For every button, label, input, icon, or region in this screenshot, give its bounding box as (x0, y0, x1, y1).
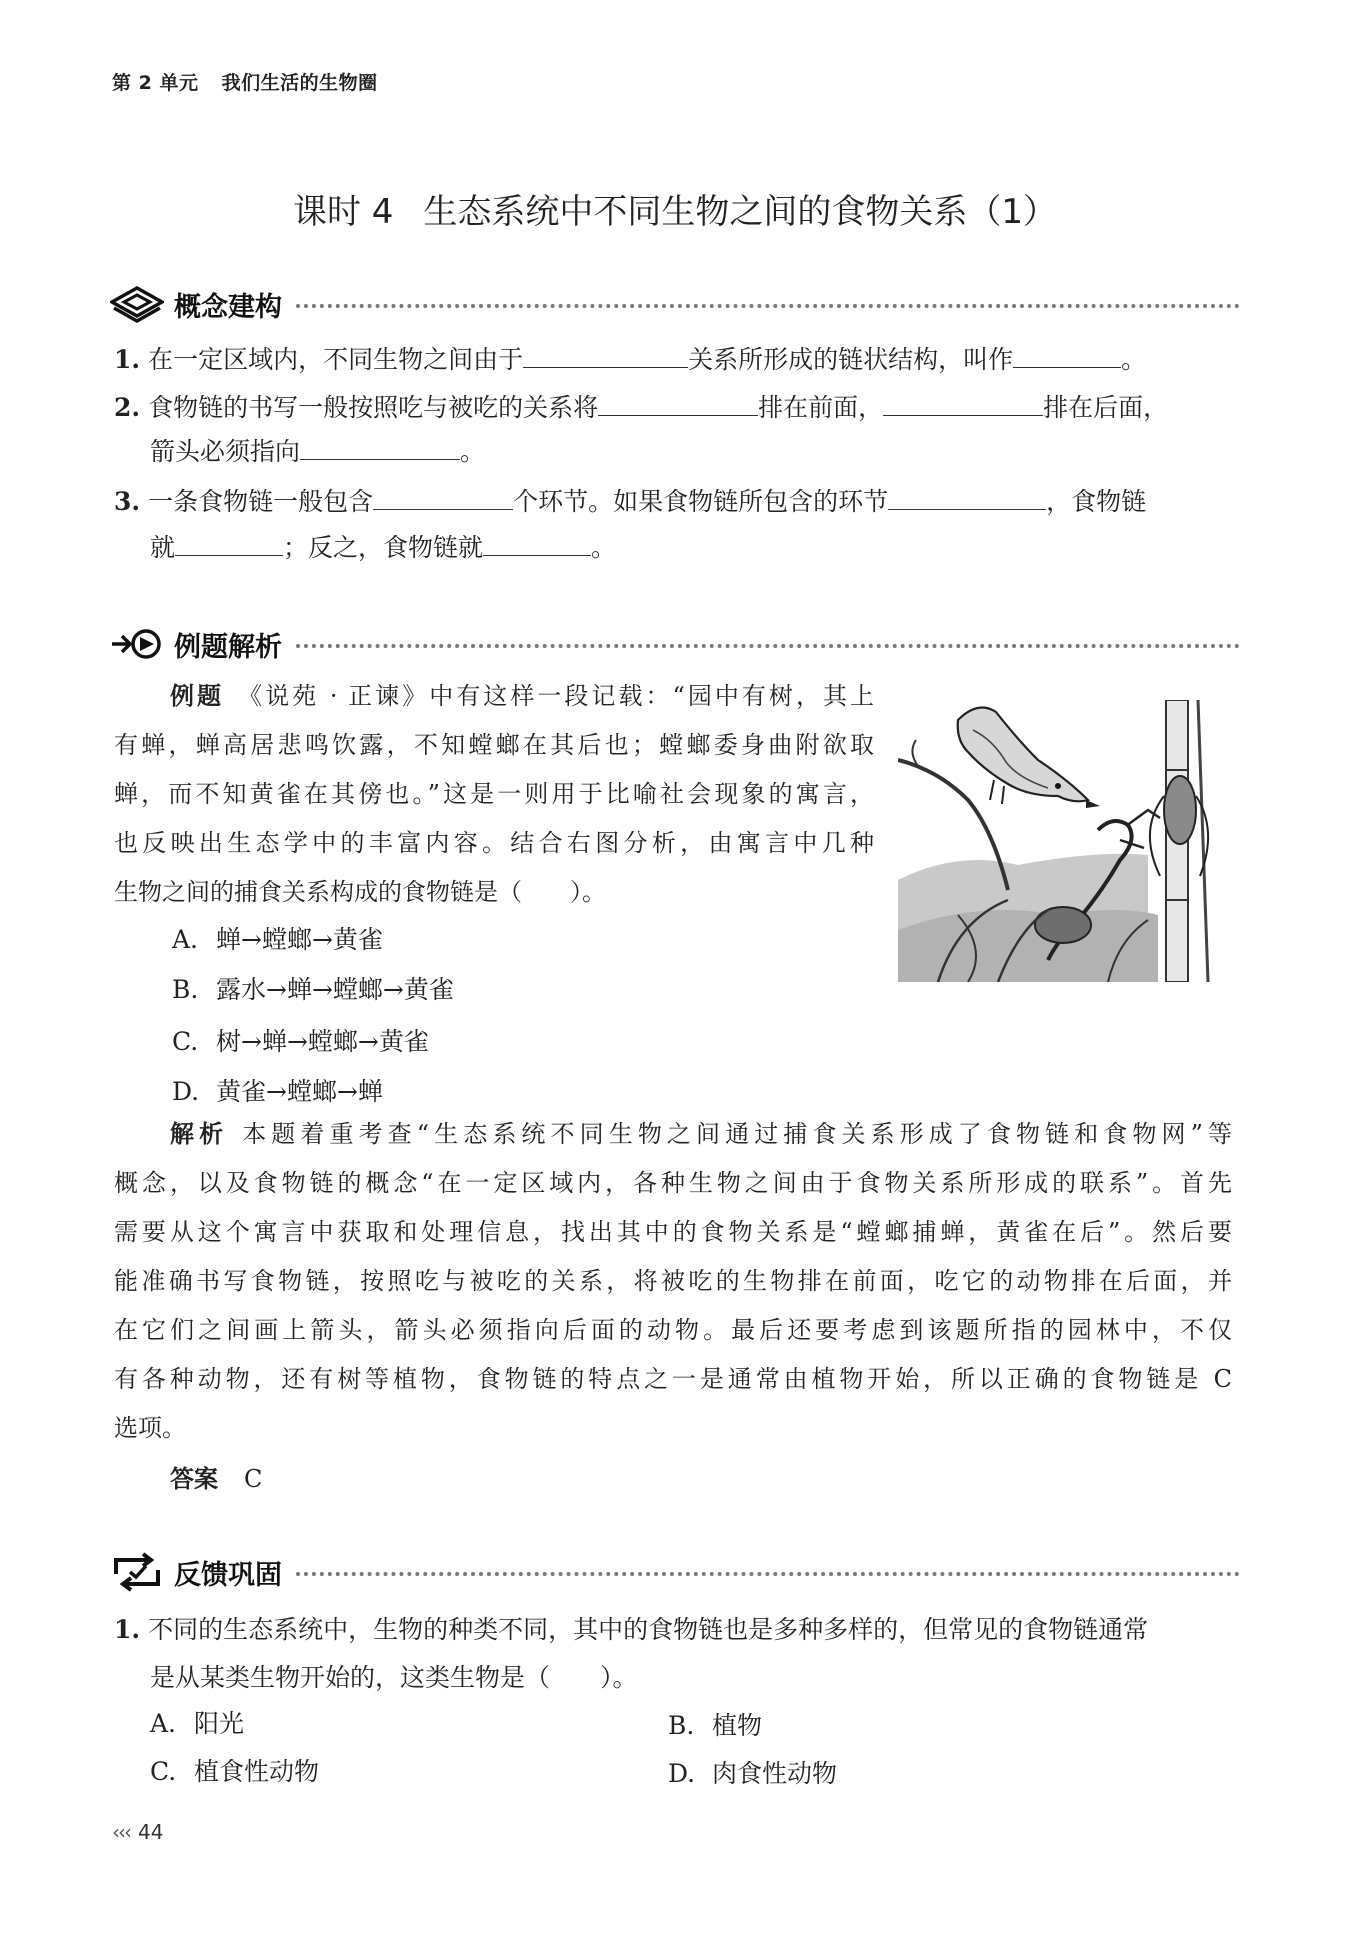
option-text: 植物 (712, 1711, 763, 1740)
question-text: 排在前面， (758, 393, 884, 422)
example-text: 《说苑 · 正谏》中有这样一段记载：“园中有树，其上 (238, 682, 875, 710)
question-line (114, 1606, 1232, 1654)
option-letter: C. (172, 1027, 199, 1056)
answer-blank[interactable] (888, 479, 1046, 510)
answer-blank[interactable] (883, 385, 1043, 416)
example-options (172, 916, 454, 1116)
concept-question-3 (114, 478, 1146, 526)
answer-blank[interactable] (1013, 337, 1121, 368)
example-line: 也反映出生态学中的丰富内容。结合右图分析，由寓言中几种 (114, 829, 874, 857)
example-question (114, 672, 874, 917)
arrow-target-icon (110, 624, 164, 664)
answer-label: 答案 (170, 1465, 218, 1493)
answer-value: C (244, 1465, 263, 1493)
question-line: 是从某类生物开始的，这类生物是（ ）。 (150, 1663, 638, 1692)
question-text: ；反之，食物链就 (283, 533, 484, 562)
answer-blank[interactable] (523, 337, 688, 368)
feedback-option-a[interactable] (150, 1700, 244, 1748)
lesson-name: 生态系统中不同生物之间的食物关系（1） (423, 192, 1058, 232)
unit-title: 我们生活的生物圈 (221, 72, 378, 94)
example-line: 有蝉，蝉高居悲鸣饮露，不知螳螂在其后也；螳螂委身曲附欲取 (114, 731, 874, 759)
option-letter: D. (172, 1077, 200, 1106)
option-letter: A. (150, 1709, 177, 1738)
bird-mantis-cicada-illustration (898, 700, 1236, 982)
feedback-question-1 (114, 1606, 1232, 1702)
example-label: 例题 (170, 682, 225, 710)
example-line: 生物之间的捕食关系构成的食物链是（ ）。 (114, 878, 606, 906)
section-heading-feedback (110, 1550, 1240, 1594)
dotted-rule (296, 304, 1240, 308)
section-heading-concept (110, 282, 1240, 326)
question-text: 食物链的书写一般按照吃与被吃的关系将 (148, 393, 599, 422)
question-number: 2. (114, 393, 141, 422)
answer-line (114, 1455, 1232, 1504)
analysis-line: 在它们之间画上箭头，箭头必须指向后面的动物。最后还要考虑到该题所指的园林中，不仅 (114, 1316, 1232, 1344)
page-number: 44 (138, 1820, 164, 1844)
analysis-block (114, 1110, 1232, 1504)
example-line (114, 672, 874, 721)
option-d[interactable] (172, 1068, 454, 1116)
lesson-title (0, 184, 1350, 233)
answer-blank[interactable] (483, 525, 591, 556)
analysis-line: 选项。 (114, 1414, 186, 1442)
question-number: 1. (114, 345, 141, 374)
section-heading-example (110, 622, 1240, 666)
option-a[interactable] (172, 916, 454, 964)
option-c[interactable] (172, 1018, 454, 1066)
question-text: 个环节。如果食物链所包含的环节 (513, 487, 889, 516)
question-text: 箭头必须指向 (150, 437, 301, 466)
option-letter: A. (172, 925, 199, 954)
refresh-icon (110, 1552, 164, 1592)
option-letter: C. (150, 1757, 177, 1786)
feedback-option-b[interactable] (668, 1702, 762, 1750)
question-text: ，食物链 (1046, 487, 1147, 516)
dotted-rule (296, 1572, 1240, 1576)
section-label: 例题解析 (174, 631, 282, 663)
option-text: 肉食性动物 (712, 1759, 838, 1788)
concept-question-2-cont (150, 428, 485, 476)
question-number: 3. (114, 487, 141, 516)
chevron-left-icon: ‹‹‹ (112, 1820, 130, 1844)
answer-blank[interactable] (373, 479, 513, 510)
section-label: 概念建构 (174, 291, 282, 323)
analysis-line: 能准确书写食物链，按照吃与被吃的关系，将被吃的生物排在前面，吃它的动物排在后面，并 (114, 1267, 1232, 1295)
layers-icon (110, 284, 164, 324)
feedback-option-d[interactable] (668, 1750, 837, 1798)
question-text: 排在后面， (1043, 393, 1169, 422)
lesson-number: 课时 4 (292, 192, 394, 232)
concept-question-1 (114, 336, 1146, 384)
unit-number: 第 2 单元 (112, 72, 199, 94)
example-line: 蝉，而不知黄雀在其傍也。”这是一则用于比喻社会现象的寓言， (114, 780, 874, 808)
option-text: 黄雀→螳螂→蝉 (216, 1077, 383, 1106)
answer-blank[interactable] (598, 385, 758, 416)
option-text: 蝉→螳螂→黄雀 (216, 925, 383, 954)
option-text: 露水→蝉→螳螂→黄雀 (216, 975, 454, 1004)
option-text: 阳光 (194, 1709, 245, 1738)
option-letter: D. (668, 1759, 696, 1788)
page-footer (112, 1820, 163, 1844)
option-b[interactable] (172, 966, 454, 1014)
question-number: 1. (114, 1615, 141, 1644)
analysis-line (114, 1110, 1232, 1159)
analysis-line: 有各种动物，还有树等植物，食物链的特点之一是通常由植物开始，所以正确的食物链是 C (114, 1365, 1232, 1393)
question-text: 。 (460, 437, 486, 466)
analysis-label: 解析 (170, 1120, 229, 1148)
question-text: 一条食物链一般包含 (148, 487, 374, 516)
question-text: 。 (1121, 345, 1147, 374)
feedback-option-c[interactable] (150, 1748, 319, 1796)
answer-blank[interactable] (175, 525, 283, 556)
dotted-rule (296, 644, 1240, 648)
question-text: 关系所形成的链状结构，叫作 (688, 345, 1014, 374)
question-text: 在一定区域内，不同生物之间由于 (148, 345, 524, 374)
section-label: 反馈巩固 (174, 1559, 282, 1591)
option-text: 树→蝉→螳螂→黄雀 (216, 1027, 429, 1056)
option-letter: B. (172, 975, 199, 1004)
question-text: 就 (150, 533, 176, 562)
analysis-text: 本题着重考查“生态系统不同生物之间通过捕食关系形成了食物链和食物网”等 (242, 1120, 1233, 1148)
option-letter: B. (668, 1711, 695, 1740)
option-text: 植食性动物 (194, 1757, 320, 1786)
analysis-line: 概念，以及食物链的概念“在一定区域内，各种生物之间由于食物关系所形成的联系”。首先 (114, 1169, 1232, 1197)
question-text: 。 (591, 533, 617, 562)
concept-question-3-cont (150, 524, 616, 572)
concept-question-2 (114, 384, 1168, 432)
running-header (112, 68, 378, 95)
question-text: 不同的生态系统中，生物的种类不同，其中的食物链也是多种多样的，但常见的食物链通常 (148, 1615, 1149, 1644)
analysis-line: 需要从这个寓言中获取和处理信息，找出其中的食物关系是“螳螂捕蝉，黄雀在后”。然后要 (114, 1218, 1232, 1246)
answer-blank[interactable] (300, 429, 460, 460)
